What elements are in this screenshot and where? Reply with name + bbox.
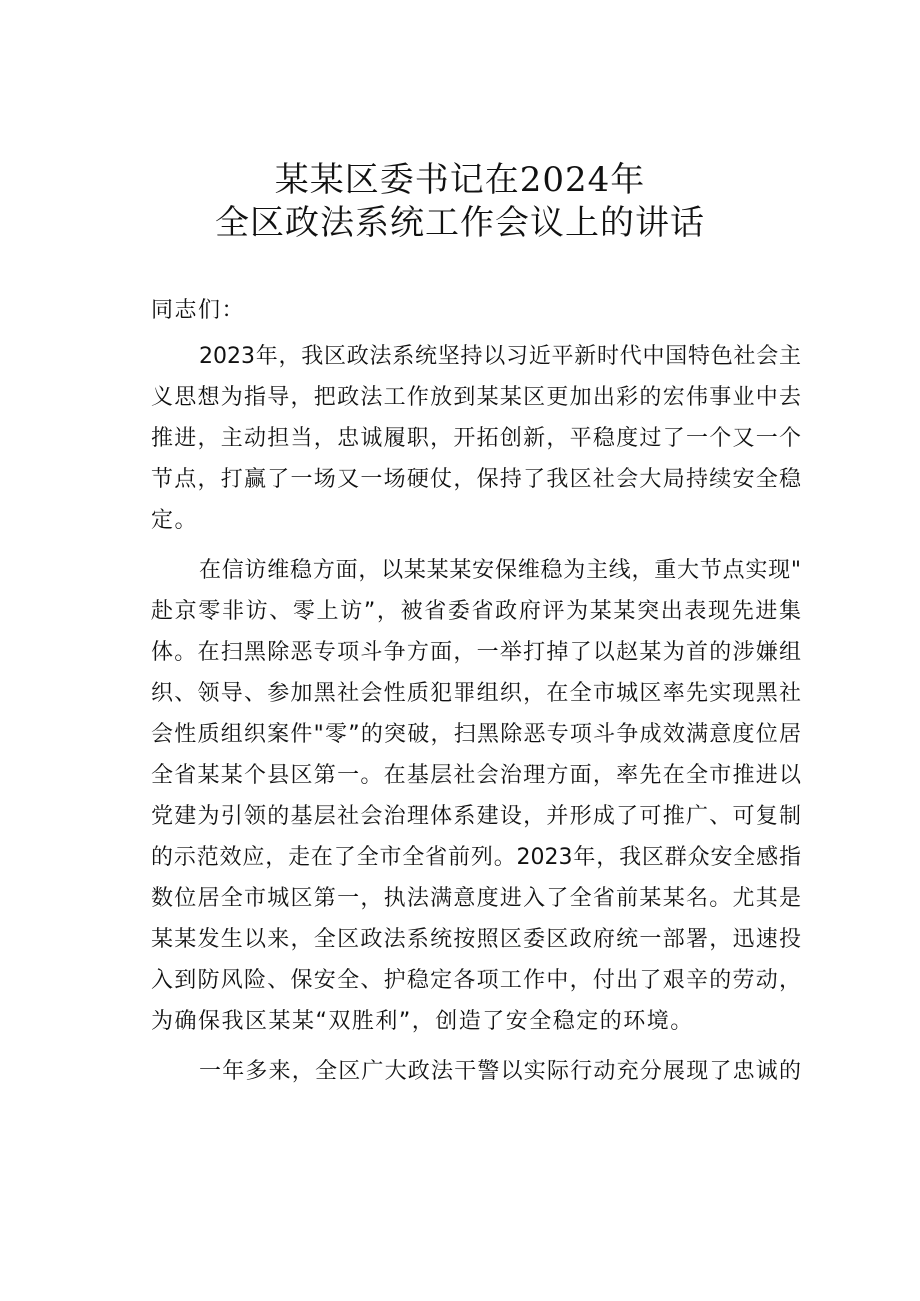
paragraph-line: 在信访维稳方面，以某某某安保维稳为主线，重大节点实现" (199, 558, 801, 583)
paragraph-line: 义思想为指导，把政法工作放到某某区更加出彩的宏伟事业中去 (151, 385, 801, 410)
paragraph-line: 2023年，我区政法系统坚持以习近平新时代中国特色社会主 (199, 344, 801, 369)
paragraph-line: 为确保我区某某“双胜利”，创造了安全稳定的环境。 (151, 1009, 694, 1034)
salutation: 同志们： (151, 298, 246, 323)
title-line-1: 某某区委书记在2024年 (274, 160, 646, 200)
paragraph-line: 数位居全市城区第一，执法满意度进入了全省前某某名。尤其是 (151, 886, 801, 911)
paragraph-line: 全省某某个县区第一。在基层社会治理方面，率先在全市推进以 (151, 763, 801, 788)
paragraph-line: 推进，主动担当，忠诚履职，开拓创新，平稳度过了一个又一个 (151, 426, 801, 451)
paragraph-line: 入到防风险、保安全、护稳定各项工作中，付出了艰辛的劳动， (151, 968, 801, 993)
paragraph-line: 赴京零非访、零上访”，被省委省政府评为某某突出表现先进集 (151, 599, 801, 624)
paragraph-line: 党建为引领的基层社会治理体系建设，并形成了可推广、可复制 (151, 804, 801, 829)
paragraph-line: 织、领导、参加黑社会性质犯罪组织，在全市城区率先实现黑社 (151, 681, 801, 706)
paragraph-line: 会性质组织案件"零”的突破，扫黑除恶专项斗争成效满意度位居 (151, 722, 801, 747)
paragraph-line: 节点，打赢了一场又一场硬仗，保持了我区社会大局持续安全稳 (151, 467, 801, 492)
title-line-2: 全区政法系统工作会议上的讲话 (215, 203, 705, 243)
paragraph-line: 体。在扫黑除恶专项斗争方面，一举打掉了以赵某为首的涉嫌组 (151, 640, 801, 665)
paragraph-line: 一年多来，全区广大政法干警以实际行动充分展现了忠诚的 (199, 1059, 801, 1084)
paragraph-line: 某某发生以来，全区政法系统按照区委区政府统一部署，迅速投 (151, 927, 801, 952)
paragraph-line: 的示范效应，走在了全市全省前列。2023年，我区群众安全感指 (151, 845, 801, 870)
paragraph-line: 定。 (151, 508, 199, 533)
